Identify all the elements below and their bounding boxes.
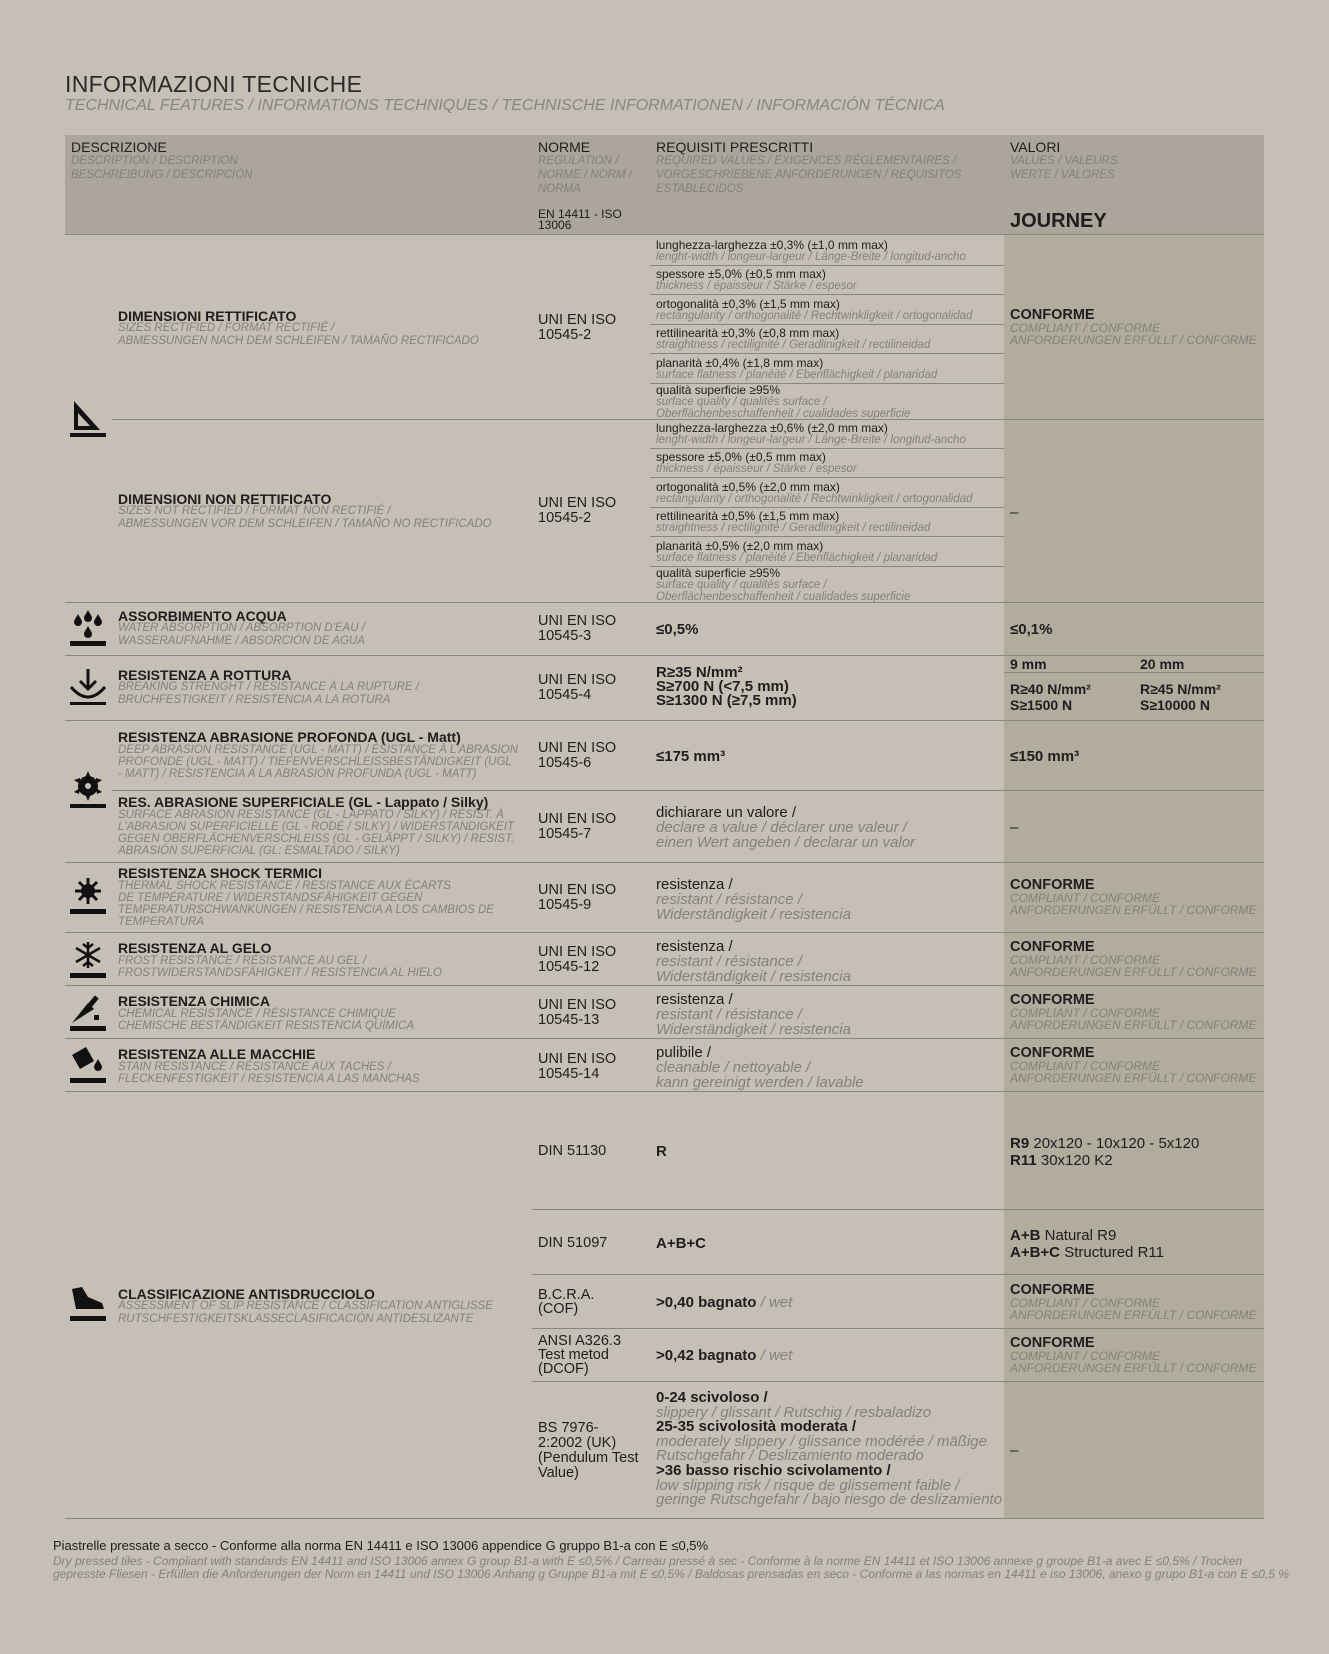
page-title: INFORMAZIONI TECNICHE [65, 71, 363, 97]
row-sub: TEMPERATURSCHWANKUNGEN / RESISTENCIA A LOS CAMBIOS DE [118, 904, 494, 916]
value-conforme: CONFORME COMPLIANT / CONFORME ANFORDERUNGEN ERFÜLLT / CONFORME [1010, 307, 1257, 347]
value-bs7976: – [1010, 1442, 1019, 1459]
row-title-dimensioni-non-rettificato: DIMENSIONI NON RETTIFICATO [118, 491, 332, 507]
chemical-flask-icon [68, 993, 108, 1033]
footer-translation: gepresste Fliesen - Erfüllen die Anforderungen der Norm en 14411 und ISO 13006 Anhang g Gruppe B1-a mit E ≤0,5% / Baldosas prensadas en seco - Conforme a las normas en 14411 e iso 13006, anexo g grupo B1-a con E ≤0,5 % [53, 1567, 1289, 1581]
breaking-arrow-icon [68, 667, 108, 707]
row-divider [65, 1038, 1264, 1039]
req-bs7976: 0-24 scivoloso / slippery / glissant / Rutschig / resbaladizo 25-35 scivolosità moderata / moderately slippery / glissance modérée / mäßige Rutschgefahr / Deslizamiento moderado >36 basso rischio scivolamento / low slipping risk / risque de glissement faible / geringe Rutschgefahr / bajo riesgo de deslizamiento [656, 1389, 1003, 1509]
req-item: lunghezza-larghezza ±0,3% (±1,0 mm max) lenght-width / longeur-largeur / Länge-Breite / longitud-ancho [656, 238, 966, 263]
row-sub: BREAKING STRENGHT / RÉSISTANCE À LA RUPTURE / [118, 681, 419, 693]
row-divider [65, 1091, 1264, 1092]
row-title-resistenza-macchie: RESISTENZA ALLE MACCHIE [118, 1046, 316, 1062]
row-sub: THERMAL SHOCK RESISTANCE / RESISTANCE AUX ÉCARTS [118, 880, 451, 892]
row-norm: UNI EN ISO 10545-13 [538, 997, 617, 1028]
sub-divider [650, 507, 1004, 508]
row-sub: WATER ABSORPTION / ABSORPTION D'EAU / [118, 622, 365, 634]
row-sub: ABRASIÓN SUPERFICIAL (GL: ESMALTADO / SILKY) [118, 845, 400, 857]
req-item: planarità ±0,5% (±2,0 mm max) surface flatness / planéité / Ebenflächigkeit / planaridad [656, 539, 938, 564]
row-requirement: ≤175 mm³ [656, 748, 726, 765]
sub-divider [650, 294, 1004, 295]
row-sub: FROST RESISTANCE / RÉSISTANCE AU GEL / [118, 955, 367, 967]
stain-bucket-icon [68, 1045, 108, 1085]
ruler-triangle-icon [68, 399, 108, 439]
row-requirement: resistenza / resistant / résistance / Widerständigkeit / resistencia [656, 876, 851, 923]
water-drops-icon [68, 608, 108, 648]
row-requirement: R≥35 N/mm² S≥700 N (<7,5 mm) S≥1300 N (≥7,5 mm) [656, 664, 797, 709]
req-din51097: A+B+C [656, 1235, 707, 1252]
header-norme: NORME REGULATION / NORME / NORM / NORMA [538, 139, 632, 195]
value-din51097: A+B Natural R9 A+B+C Structured R11 [1010, 1227, 1164, 1261]
row-divider [532, 1381, 1264, 1382]
row-divider [532, 1274, 1264, 1275]
row-sub: STAIN RESISTANCE / RÉSISTANCE AUX TACHES / [118, 1061, 391, 1073]
snowflake-icon [68, 940, 108, 980]
sub-divider [650, 353, 1004, 354]
row-value: ≤150 mm³ [1010, 748, 1080, 765]
row-sub: - MATT) / RESISTENCIA A LA ABRASIÓN PROFUNDA (UGL - MATT) [118, 768, 477, 780]
req-item: ortogonalità ±0,3% (±1,5 mm max) rectangularity / orthogonalité / Rechtwinkligkeit / ortogonalidad [656, 297, 973, 322]
row-norm: UNI EN ISO 10545-9 [538, 882, 617, 913]
row-norm: UNI EN ISO 10545-12 [538, 944, 617, 975]
req-item: lunghezza-larghezza ±0,6% (±2,0 mm max) lenght-width / longeur-largeur / Länge-Breite / longitud-ancho [656, 421, 966, 446]
req-item: qualità superficie ≥95% surface quality / qualités surface / Oberflächenbeschaffenheit / cualidades superficie [656, 566, 911, 603]
row-title-resistenza-chimica: RESISTENZA CHIMICA [118, 993, 270, 1009]
thermal-shock-icon [68, 876, 108, 916]
product-name: JOURNEY [1010, 210, 1107, 232]
row-norm: UNI EN ISO 10545-3 [538, 613, 617, 644]
row-sub: DE TEMPÉRATURE / WIDERSTANDSFÄHIGKEIT GEGEN [118, 892, 423, 904]
row-title-shock-termici: RESISTENZA SHOCK TERMICI [118, 865, 323, 881]
sub-divider [650, 536, 1004, 537]
row-sub: DEEP ABRASION RESISTANCE (UGL - MATT) / ÉSISTANCE À L'ABRASION [118, 744, 518, 756]
row-divider [65, 932, 1264, 933]
shoe-slip-icon [68, 1283, 108, 1323]
row-title-resistenza-gelo: RESISTENZA AL GELO [118, 940, 272, 956]
row-divider [65, 1518, 1264, 1519]
row-requirement: resistenza / resistant / résistance / Widerständigkeit / resistencia [656, 991, 851, 1038]
row-sub: CHEMICAL RESISTANCE / RÉSISTANCE CHIMIQUE [118, 1008, 396, 1020]
header-valori: VALORI VALUES / VALEURS WERTE / VALORES [1010, 139, 1118, 181]
row-sub: BRUCHFESTIGKEIT / RESISTENCIA A LA ROTURA [118, 694, 391, 706]
row-sub: CHEMISCHE BESTÄNDIGKEIT RESISTENCIA QUÍMICA [118, 1020, 415, 1032]
row-requirement: pulibile / cleanable / nettoyable / kann gereinigt werden / lavable [656, 1044, 864, 1091]
row-sub: FROSTWIDERSTANDSFÄHIGKEIT / RESISTENCIA AL HIELO [118, 967, 442, 979]
row-norm: UNI EN ISO 10545-14 [538, 1051, 617, 1082]
row-title-dimensioni-rettificato: DIMENSIONI RETTIFICATO [118, 308, 297, 324]
thickness-9mm-label: 9 mm [1010, 656, 1047, 672]
value-dash: – [1010, 504, 1019, 521]
req-item: spessore ±5,0% (±0,5 mm max) thickness / épaisseur / Stärke / espesor [656, 267, 857, 292]
req-din51130: R [656, 1143, 667, 1160]
norm-din51130: DIN 51130 [538, 1143, 607, 1159]
row-requirement: dichiarare un valore / declare a value / déclarer une valeur / einen Wert angeben / declarar un valor [656, 804, 916, 851]
row-sub: WASSERAUFNAHME / ABSORCIÓN DE AGUA [118, 635, 365, 647]
row-norm: UNI EN ISO 10545-4 [538, 672, 617, 703]
row-divider [1004, 672, 1264, 673]
row-title-abrasione-profonda: RESISTENZA ABRASIONE PROFONDA (UGL - Matt) [118, 729, 461, 745]
req-item: qualità superficie ≥95% surface quality / qualités surface / Oberflächenbeschaffenheit / cualidades superficie [656, 383, 911, 420]
row-sub: FLECKENFESTIGKEIT / RESISTENCIA A LAS MANCHAS [118, 1073, 420, 1085]
norm-bs7976: BS 7976- 2:2002 (UK) (Pendulum Test Value) [538, 1420, 639, 1481]
value-conforme: CONFORME COMPLIANT / CONFORME ANFORDERUNGEN ERFÜLLT / CONFORME [1010, 877, 1257, 917]
req-item: rettilinearità ±0,3% (±0,8 mm max) straightness / rectilignité / Geradlinigkeit / rectilineidad [656, 326, 931, 351]
thickness-20mm-label: 20 mm [1140, 656, 1185, 672]
header-description: DESCRIZIONE DESCRIPTION / DESCRIPTION BESCHREIBUNG / DESCRIPCIÓN [71, 139, 253, 181]
abrasion-disc-icon [68, 770, 108, 810]
value-conforme: CONFORME COMPLIANT / CONFORME ANFORDERUNGEN ERFÜLLT / CONFORME [1010, 939, 1257, 979]
row-sub: PROFONDE (UGL - MATT) / TIEFENVERSCHLEISSBESTÄNDIGKEIT (UGL [118, 756, 512, 768]
row-norm: UNI EN ISO 10545-7 [538, 811, 617, 842]
req-item: spessore ±5,0% (±0,5 mm max) thickness / épaisseur / Stärke / espesor [656, 450, 857, 475]
row-norm: UNI EN ISO 10545-2 [538, 495, 617, 526]
row-norm: UNI EN ISO 10545-2 [538, 312, 617, 343]
page-subtitle: TECHNICAL FEATURES / INFORMATIONS TECHNIQUES / TECHNISCHE INFORMATIONEN / INFORMACIÓN TÉCNICA [65, 97, 945, 114]
row-divider [65, 985, 1264, 986]
row-sub: ABMESSUNGEN NACH DEM SCHLEIFEN / TAMAÑO RECTIFICADO [118, 335, 479, 347]
row-value: – [1010, 819, 1019, 836]
req-item: rettilinearità ±0,5% (±1,5 mm max) straightness / rectilignité / Geradlinigkeit / rectilineidad [656, 509, 931, 534]
row-divider [532, 1209, 1264, 1210]
req-ansi: >0,42 bagnato / wet [656, 1347, 793, 1364]
header-requisiti: REQUISITI PRESCRITTI REQUIRED VALUES / EXIGENCES RÉGLEMENTAIRES / VORGESCHRIEBENE ANFORDERUNGEN / REQUISITOS ESTABLECIDOS [656, 139, 962, 195]
row-divider [532, 1328, 1264, 1329]
sub-divider [650, 265, 1004, 266]
norm-ansi: ANSI A326.3 Test metod (DCOF) [538, 1333, 622, 1377]
row-divider [65, 862, 1264, 863]
req-bcra: >0,40 bagnato / wet [656, 1294, 793, 1311]
row-norm: UNI EN ISO 10545-6 [538, 740, 617, 771]
row-sub: SIZES RECTIFIED / FORMAT RECTIFIÉ / [118, 322, 335, 334]
row-title-resistenza-rottura: RESISTENZA A ROTTURA [118, 667, 292, 683]
row-title-abrasione-superficiale: RES. ABRASIONE SUPERFICIALE (GL - Lappato / Silky) [118, 794, 489, 810]
norm-bcra: B.C.R.A. (COF) [538, 1287, 595, 1317]
row-sub: ABMESSUNGEN VOR DEM SCHLEIFEN / TAMAÑO NO RECTIFICADO [118, 518, 492, 530]
row-requirement: ≤0,5% [656, 621, 699, 638]
row-sub: ASSESSMENT OF SLIP RESISTANCE / CLASSIFICATION ANTIGLISSE [118, 1300, 493, 1312]
req-item: planarità ±0,4% (±1,8 mm max) surface flatness / planéité / Ebenflächigkeit / planaridad [656, 356, 938, 381]
row-sub: TEMPERATURA [118, 916, 205, 928]
footer-note: Piastrelle pressate a secco - Conforme alla norma EN 14411 e ISO 13006 appendice G gruppo B1-a con E ≤0,5% [53, 1538, 709, 1553]
value-din51130: R9 20x120 - 10x120 - 5x120 R11 30x120 K2 [1010, 1135, 1200, 1169]
row-requirement: resistenza / resistant / résistance / Widerständigkeit / resistencia [656, 938, 851, 985]
sub-divider [650, 477, 1004, 478]
value-conforme: CONFORME COMPLIANT / CONFORME ANFORDERUNGEN ERFÜLLT / CONFORME [1010, 1335, 1257, 1375]
header-norm-standard: EN 14411 - ISO 13006 [538, 207, 622, 232]
value-conforme: CONFORME COMPLIANT / CONFORME ANFORDERUNGEN ERFÜLLT / CONFORME [1010, 1282, 1257, 1322]
row-sub: L'ABRASION SUPERFICIELLE (GL - RODÉ / SILKY) / WIDERSTANDIGKEIT [118, 821, 515, 833]
row-value: ≤0,1% [1010, 621, 1053, 638]
row-sub: RUTSCHFESTIGKEITSKLASSECLASIFICACIÓN ANTIDESLIZANTE [118, 1313, 474, 1325]
footer-translation: Dry pressed tiles - Compliant with standards EN 14411 and ISO 13006 annex G group B1-a with E ≤0,5% / Carreau pressé à sec - Conforme à la norme EN 14411 et ISO 13006 annexe g groupe B1-a avec E ≤0,5% / Trocken [53, 1554, 1243, 1568]
row-divider [112, 790, 1264, 791]
row-sub: SURFACE ABRASION RESISTANCE (GL - LAPPATO / SILKY) / RÉSIST. À [118, 809, 504, 821]
sub-divider [650, 448, 1004, 449]
row-divider [65, 655, 1264, 656]
sub-divider [650, 324, 1004, 325]
norm-din51097: DIN 51097 [538, 1235, 608, 1251]
row-sub: SIZES NOT RECTIFIED / FORMAT NON RECTIFIÉ / [118, 505, 391, 517]
value-conforme: CONFORME COMPLIANT / CONFORME ANFORDERUNGEN ERFÜLLT / CONFORME [1010, 992, 1257, 1032]
value-20mm: R≥45 N/mm² S≥10000 N [1140, 681, 1221, 713]
req-item: ortogonalità ±0,5% (±2,0 mm max) rectangularity / orthogonalité / Rechtwinkligkeit / ortogonalidad [656, 480, 973, 505]
row-divider [65, 720, 1264, 721]
value-9mm: R≥40 N/mm² S≥1500 N [1010, 681, 1091, 713]
row-title-antisdrucciolo: CLASSIFICAZIONE ANTISDRUCCIOLO [118, 1286, 375, 1302]
value-conforme: CONFORME COMPLIANT / CONFORME ANFORDERUNGEN ERFÜLLT / CONFORME [1010, 1045, 1257, 1085]
row-sub: GEGEN OBERFLÄCHENVERSCHLEISS (GL - GELÄPPT / SILKY) / RESIST. [118, 833, 515, 845]
row-title-assorbimento-acqua: ASSORBIMENTO ACQUA [118, 608, 287, 624]
